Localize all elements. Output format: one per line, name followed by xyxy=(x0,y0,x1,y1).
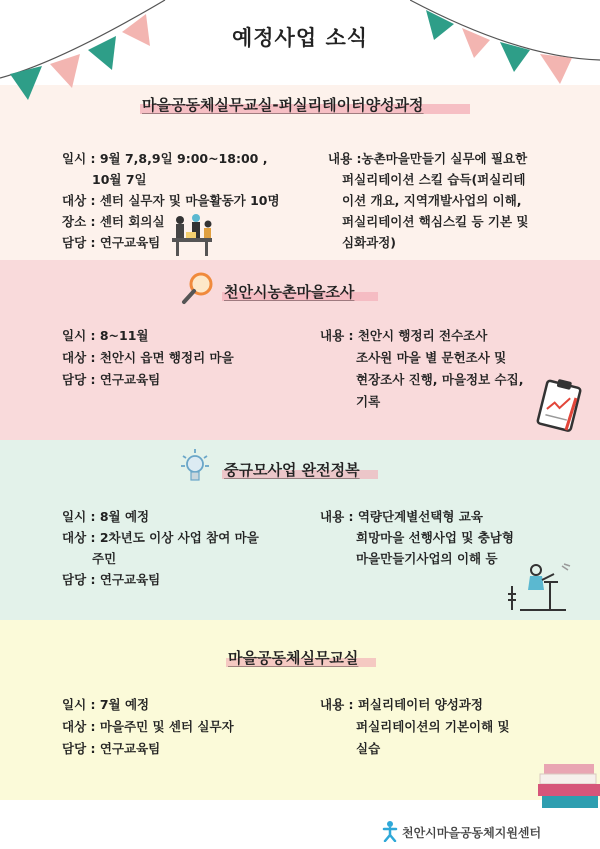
content-line: 내용 :농촌마을만들기 실무에 필요한 xyxy=(328,151,528,166)
magnifier-icon xyxy=(180,270,216,306)
info-line: 일시 : 8월 예정 xyxy=(62,509,150,524)
content-line: 내용 : 천안시 행정리 전수조사 xyxy=(320,328,488,343)
content-line: 내용 : 퍼실리테이터 양성과정 xyxy=(320,697,483,712)
content-line: 내용 : 역량단계별선택형 교육 xyxy=(320,509,483,524)
clipboard-chart-icon xyxy=(536,378,584,434)
content-line: 이션 개요, 지역개발사업의 이해, xyxy=(342,193,522,208)
section-title: 천안시농촌마을조사 xyxy=(224,283,355,301)
meeting-people-illustration xyxy=(166,210,218,260)
footer-org-name: 천안시마을공동체지원센터 xyxy=(402,826,542,840)
info-line: 10월 7일 xyxy=(92,172,147,187)
content-line: 현장조사 진행, 마을정보 수집, xyxy=(356,372,524,387)
info-line: 담당 : 연구교육팀 xyxy=(62,372,161,387)
book-stack-icon xyxy=(538,762,600,808)
section-title: 마을공동체실무교실 xyxy=(228,649,359,667)
content-line: 퍼실리테이션 핵심스킬 등 기본 및 xyxy=(342,214,529,229)
info-line: 주민 xyxy=(92,551,117,566)
content-line: 희망마을 선행사업 및 충남형 xyxy=(356,530,514,545)
content-line: 기록 xyxy=(356,394,381,409)
info-line: 대상 : 마을주민 및 센터 실무자 xyxy=(62,719,234,734)
person-logo-icon xyxy=(382,820,398,842)
content-line: 조사원 마을 별 문헌조사 및 xyxy=(356,350,507,365)
info-line: 일시 : 7월 예정 xyxy=(62,697,150,712)
info-line: 담당 : 연구교육팀 xyxy=(62,235,161,250)
info-line: 대상 : 천안시 읍면 행정리 마을 xyxy=(62,350,234,365)
info-line: 일시 : 8~11월 xyxy=(62,328,149,343)
info-line: 대상 : 2차년도 이상 사업 참여 마을 xyxy=(62,530,259,545)
section-title: 마을공동체실무교실-퍼실리테이터양성과정 xyxy=(142,96,424,114)
info-line: 일시 : 9월 7,8,9일 9:00~18:00 , xyxy=(62,151,268,166)
content-line: 퍼실리테이션의 기본이해 및 xyxy=(356,719,510,734)
lightbulb-icon xyxy=(178,446,212,490)
content-line: 마을만들기사업의 이해 등 xyxy=(356,551,498,566)
section-title: 중규모사업 완전정복 xyxy=(224,461,360,479)
info-line: 장소 : 센터 회의실 xyxy=(62,214,165,229)
lecture-presenter-illustration xyxy=(506,560,572,612)
content-line: 퍼실리테이션 스킬 습득(퍼실리테 xyxy=(342,172,526,187)
info-line: 담당 : 연구교육팀 xyxy=(62,572,161,587)
page-title: 예정사업 소식 xyxy=(231,26,369,50)
content-line: 실습 xyxy=(356,741,381,756)
content-line: 심화과정) xyxy=(342,235,397,250)
info-line: 대상 : 센터 실무자 및 마을활동가 10명 xyxy=(62,193,280,208)
info-line: 담당 : 연구교육팀 xyxy=(62,741,161,756)
